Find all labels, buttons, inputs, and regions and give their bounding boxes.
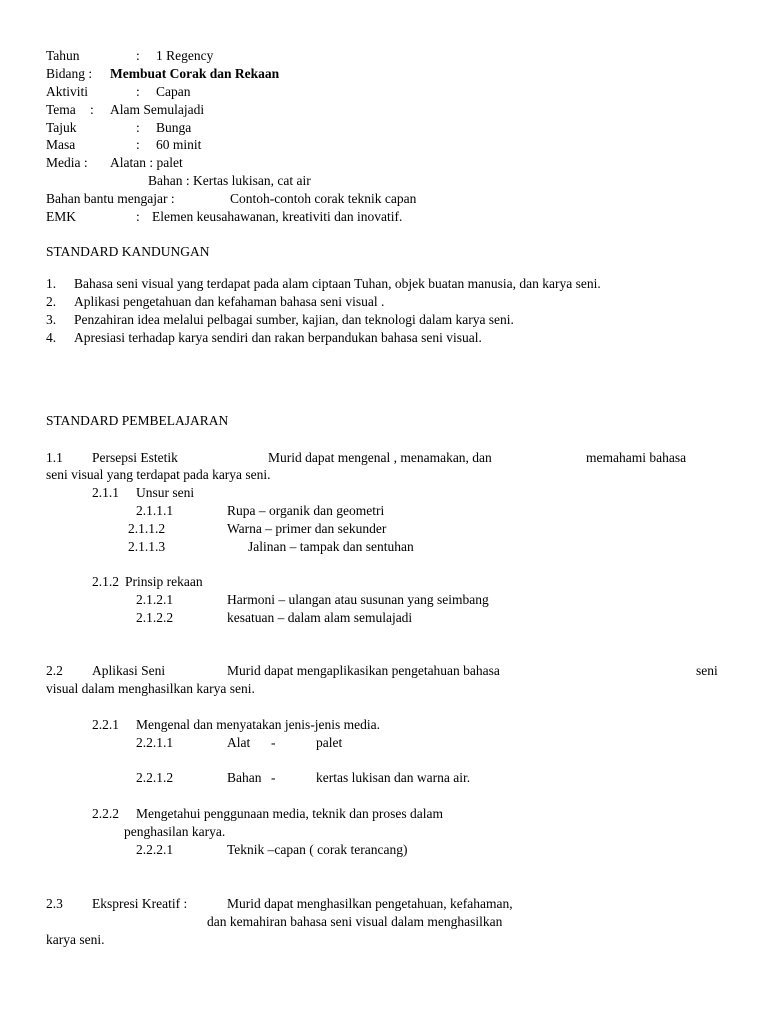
sp1-item1-3-text: Jalinan – tampak dan sentuhan	[248, 539, 414, 554]
sp1-num: 1.1	[46, 450, 63, 465]
sk-item-4-num: 4.	[46, 330, 57, 345]
sp2-sub1-num: 2.2.1	[92, 717, 119, 732]
sp2-desc-a: Murid dapat mengaplikasikan pengetahuan bahasa	[227, 663, 500, 678]
sp2-item1-1-dash: -	[271, 735, 276, 750]
masa-label: Masa	[46, 137, 76, 152]
sp3-title: Ekspresi Kreatif :	[92, 896, 188, 911]
emk-label: EMK	[46, 209, 76, 224]
sp3-num: 2.3	[46, 896, 63, 911]
sp2-item2-1-num: 2.2.2.1	[136, 842, 174, 857]
sp1-item2-1-num: 2.1.2.1	[136, 592, 174, 607]
sp2-item1-1-text: palet	[316, 735, 343, 750]
sp1-title: Persepsi Estetik	[92, 450, 178, 465]
tahun-value: 1 Regency	[156, 48, 214, 63]
sp1-item1-2-num: 2.1.1.2	[128, 521, 166, 536]
sk-item-1-num: 1.	[46, 276, 57, 291]
aktiviti-value: Capan	[156, 84, 191, 99]
bahan-bantu-value: Contoh-contoh corak teknik capan	[230, 191, 417, 206]
sp2-sub2-num: 2.2.2	[92, 806, 119, 821]
sp2-item1-2-num: 2.2.1.2	[136, 770, 174, 785]
sp2-item1-2-text: kertas lukisan dan warna air.	[316, 770, 471, 785]
sp2-item1-1-num: 2.2.1.1	[136, 735, 174, 750]
masa-sep: :	[136, 137, 140, 152]
sp1-item2-2-text: kesatuan – dalam alam semulajadi	[227, 610, 413, 625]
bahan-bantu-label: Bahan bantu mengajar :	[46, 191, 175, 206]
masa-value: 60 minit	[156, 137, 202, 152]
sk-item-4-text: Apresiasi terhadap karya sendiri dan rakan berpandukan bahasa seni visual.	[74, 330, 482, 345]
sp2-sub2-title-cont: penghasilan karya.	[124, 824, 226, 839]
tema-sep: :	[90, 102, 94, 117]
sp2-item1-2-label: Bahan	[227, 770, 262, 785]
sp1-sub1-num: 2.1.1	[92, 485, 119, 500]
tema-value: Alam Semulajadi	[110, 102, 205, 117]
sp2-sub2-title: Mengetahui penggunaan media, teknik dan proses dalam	[136, 806, 444, 821]
sp3-desc-c: karya seni.	[46, 932, 105, 947]
sp1-desc-b: memahami bahasa	[586, 450, 687, 465]
sk-item-2-text: Aplikasi pengetahuan dan kefahaman bahasa seni visual .	[74, 294, 385, 309]
tema-label: Tema	[46, 102, 76, 117]
media-alatan: Alatan : palet	[110, 155, 183, 170]
emk-sep: :	[136, 209, 140, 224]
sk-item-3-num: 3.	[46, 312, 57, 327]
standard-pembelajaran-heading: STANDARD PEMBELAJARAN	[46, 413, 229, 428]
sk-item-1-text: Bahasa seni visual yang terdapat pada alam ciptaan Tuhan, objek buatan manusia, dan karya seni.	[74, 276, 601, 291]
sp1-item1-1-text: Rupa – organik dan geometri	[227, 503, 385, 518]
sp2-desc-c: visual dalam menghasilkan karya seni.	[46, 681, 255, 696]
sp2-title: Aplikasi Seni	[92, 663, 166, 678]
sp1-item2-1-text: Harmoni – ulangan atau susunan yang seimbang	[227, 592, 489, 607]
tajuk-sep: :	[136, 120, 140, 135]
sp3-desc-b: dan kemahiran bahasa seni visual dalam menghasilkan	[207, 914, 503, 929]
sp2-item2-1-text: Teknik –capan ( corak terancang)	[227, 842, 408, 857]
aktiviti-sep: :	[136, 84, 140, 99]
sp2-num: 2.2	[46, 663, 63, 678]
tajuk-label: Tajuk	[46, 120, 77, 135]
sp1-item1-1-num: 2.1.1.1	[136, 503, 174, 518]
sp2-item1-1-label: Alat	[227, 735, 251, 750]
media-bahan: Bahan : Kertas lukisan, cat air	[148, 173, 311, 188]
sp1-desc-a: Murid dapat mengenal , menamakan, dan	[268, 450, 492, 465]
tahun-sep: :	[136, 48, 140, 63]
sp1-desc-c: seni visual yang terdapat pada karya seni.	[46, 467, 271, 482]
sp2-desc-b: seni	[696, 663, 718, 678]
aktiviti-label: Aktiviti	[46, 84, 89, 99]
sp1-item1-3-num: 2.1.1.3	[128, 539, 166, 554]
bidang-value: Membuat Corak dan Rekaan	[110, 66, 280, 81]
emk-value: Elemen keusahawanan, kreativiti dan inovatif.	[152, 209, 403, 224]
standard-kandungan-heading: STANDARD KANDUNGAN	[46, 244, 210, 259]
sp1-sub2-title: Prinsip rekaan	[125, 574, 203, 589]
sp2-sub1-title: Mengenal dan menyatakan jenis-jenis media.	[136, 717, 381, 732]
tahun-label: Tahun	[46, 48, 80, 63]
sk-item-2-num: 2.	[46, 294, 57, 309]
sp1-item1-2-text: Warna – primer dan sekunder	[227, 521, 387, 536]
sp3-desc-a: Murid dapat menghasilkan pengetahuan, kefahaman,	[227, 896, 513, 911]
bidang-label: Bidang :	[46, 66, 93, 81]
sp1-item2-2-num: 2.1.2.2	[136, 610, 174, 625]
media-label: Media :	[46, 155, 88, 170]
sp1-sub2-num: 2.1.2	[92, 574, 119, 589]
sp1-sub1-title: Unsur seni	[136, 485, 195, 500]
tajuk-value: Bunga	[156, 120, 192, 135]
sp2-item1-2-dash: -	[271, 770, 276, 785]
sk-item-3-text: Penzahiran idea melalui pelbagai sumber, kajian, dan teknologi dalam karya seni.	[74, 312, 514, 327]
